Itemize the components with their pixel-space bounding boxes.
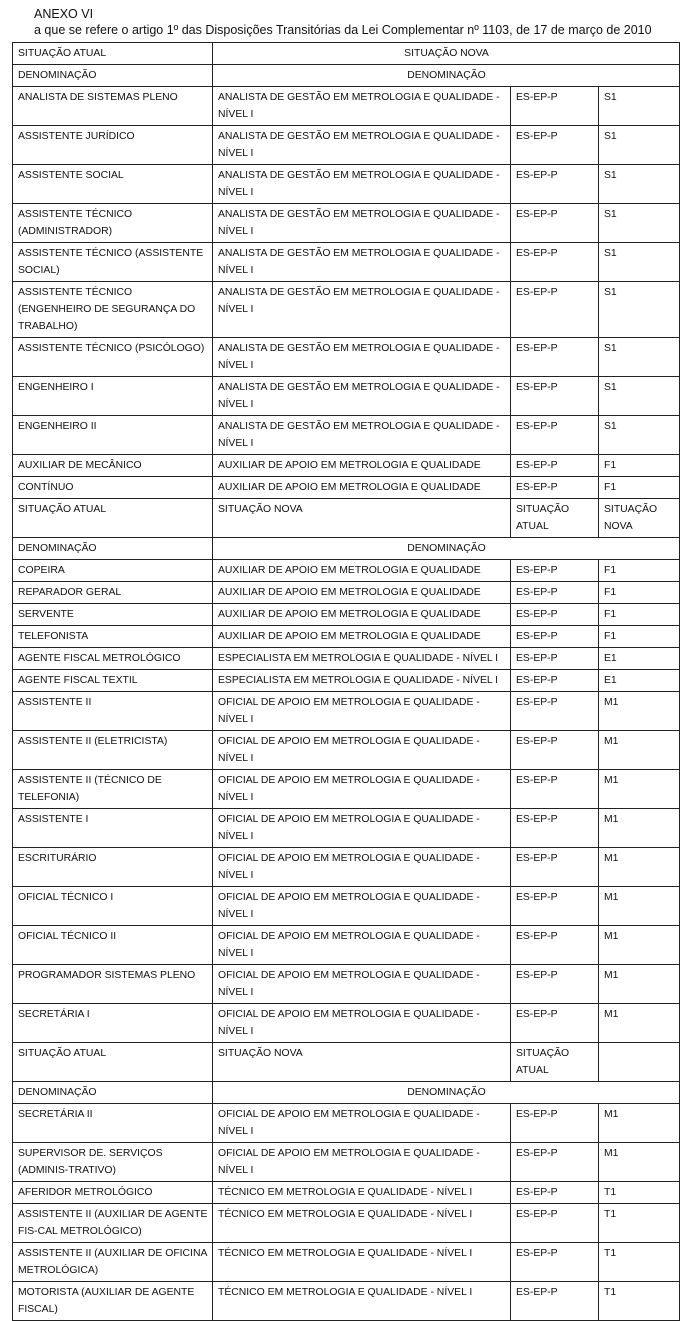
table-cell-c4: E1 [599, 670, 680, 692]
table-cell-c3: ES-EP-P [511, 582, 599, 604]
table-cell-c2: DENOMINAÇÃO [213, 538, 680, 560]
table-cell-c3: ES-EP-P [511, 731, 599, 770]
table-cell-c3: ES-EP-P [511, 887, 599, 926]
annex-table [12, 42, 680, 1321]
table-row [13, 1004, 680, 1043]
table-cell-c2: ANALISTA DE GESTÃO EM METROLOGIA E QUALIDADE - NÍVEL I [213, 416, 511, 455]
table-cell-c2: ANALISTA DE GESTÃO EM METROLOGIA E QUALIDADE - NÍVEL I [213, 165, 511, 204]
table-cell-c2: AUXILIAR DE APOIO EM METROLOGIA E QUALIDADE [213, 604, 511, 626]
table-cell-c4: S1 [599, 165, 680, 204]
table-cell-c4: S1 [599, 282, 680, 338]
table-cell-c3: ES-EP-P [511, 926, 599, 965]
table-cell-c2: OFICIAL DE APOIO EM METROLOGIA E QUALIDADE - NÍVEL I [213, 692, 511, 731]
table-cell-c4: M1 [599, 692, 680, 731]
table-cell-c3: ES-EP-P [511, 455, 599, 477]
table-cell-c1: ENGENHEIRO I [13, 377, 213, 416]
table-cell-c3: ES-EP-P [511, 1282, 599, 1321]
table-row [13, 582, 680, 604]
table-cell-c1: SITUAÇÃO ATUAL [13, 499, 213, 538]
table-cell-c2: OFICIAL DE APOIO EM METROLOGIA E QUALIDADE - NÍVEL I [213, 731, 511, 770]
table-row [13, 648, 680, 670]
table-cell-c4: F1 [599, 604, 680, 626]
table-row [13, 1143, 680, 1182]
table-cell-c1: ASSISTENTE I [13, 809, 213, 848]
table-cell-c3: ES-EP-P [511, 243, 599, 282]
table-cell-c2: ESPECIALISTA EM METROLOGIA E QUALIDADE - NÍVEL I [213, 670, 511, 692]
table-cell-c3: ES-EP-P [511, 282, 599, 338]
table-cell-c4: M1 [599, 1004, 680, 1043]
table-row [13, 243, 680, 282]
table-cell-c4: T1 [599, 1182, 680, 1204]
table-row [13, 499, 680, 538]
table-cell-c4: M1 [599, 1143, 680, 1182]
table-cell-c3: ES-EP-P [511, 416, 599, 455]
table-cell-c4: F1 [599, 582, 680, 604]
table-row [13, 455, 680, 477]
table-cell-c2: AUXILIAR DE APOIO EM METROLOGIA E QUALIDADE [213, 477, 511, 499]
table-cell-c3: ES-EP-P [511, 560, 599, 582]
table-row [13, 560, 680, 582]
table-cell-c3: ES-EP-P [511, 770, 599, 809]
table-cell-c4: S1 [599, 243, 680, 282]
table-cell-c4: F1 [599, 477, 680, 499]
table-cell-c4: M1 [599, 887, 680, 926]
table-row [13, 377, 680, 416]
table-cell-c4: F1 [599, 626, 680, 648]
table-cell-c1: SERVENTE [13, 604, 213, 626]
table-cell-c2: AUXILIAR DE APOIO EM METROLOGIA E QUALIDADE [213, 626, 511, 648]
table-cell-c4: M1 [599, 770, 680, 809]
table-row [13, 1104, 680, 1143]
table-row [13, 965, 680, 1004]
table-cell-c2: ANALISTA DE GESTÃO EM METROLOGIA E QUALIDADE - NÍVEL I [213, 282, 511, 338]
table-cell-c2: ANALISTA DE GESTÃO EM METROLOGIA E QUALIDADE - NÍVEL I [213, 338, 511, 377]
table-cell-c4: S1 [599, 126, 680, 165]
table-cell-c2: AUXILIAR DE APOIO EM METROLOGIA E QUALIDADE [213, 582, 511, 604]
table-cell-c4: F1 [599, 455, 680, 477]
table-row [13, 338, 680, 377]
table-cell-c4: M1 [599, 965, 680, 1004]
table-cell-c1: OFICIAL TÉCNICO II [13, 926, 213, 965]
table-cell-c1: DENOMINAÇÃO [13, 538, 213, 560]
table-row [13, 282, 680, 338]
table-row [13, 165, 680, 204]
table-cell-c2: ANALISTA DE GESTÃO EM METROLOGIA E QUALIDADE - NÍVEL I [213, 377, 511, 416]
table-cell-c1: REPARADOR GERAL [13, 582, 213, 604]
table-cell-c2: SITUAÇÃO NOVA [213, 499, 511, 538]
table-cell-c3: ES-EP-P [511, 126, 599, 165]
table-cell-c1: DENOMINAÇÃO [13, 65, 213, 87]
table-cell-c1: ASSISTENTE II (AUXILIAR DE OFICINA METROLÓGICA) [13, 1243, 213, 1282]
table-cell-c1: ENGENHEIRO II [13, 416, 213, 455]
table-cell-c2: OFICIAL DE APOIO EM METROLOGIA E QUALIDADE - NÍVEL I [213, 848, 511, 887]
table-cell-c3: ES-EP-P [511, 87, 599, 126]
table-cell-c2: TÉCNICO EM METROLOGIA E QUALIDADE - NÍVEL I [213, 1243, 511, 1282]
table-cell-c2: SITUAÇÃO NOVA [213, 1043, 511, 1082]
table-cell-c3: ES-EP-P [511, 1104, 599, 1143]
table-cell-c1: SITUAÇÃO ATUAL [13, 1043, 213, 1082]
table-row [13, 1204, 680, 1243]
table-row [13, 731, 680, 770]
table-row [13, 692, 680, 731]
annex-title: ANEXO VI [34, 7, 94, 21]
table-cell-c4: S1 [599, 87, 680, 126]
table-cell-c2: AUXILIAR DE APOIO EM METROLOGIA E QUALIDADE [213, 560, 511, 582]
table-cell-c1: SECRETÁRIA II [13, 1104, 213, 1143]
table-cell-c4: M1 [599, 848, 680, 887]
table-cell-c4: M1 [599, 926, 680, 965]
table-cell-c1: ESCRITURÁRIO [13, 848, 213, 887]
table-cell-c2: AUXILIAR DE APOIO EM METROLOGIA E QUALIDADE [213, 455, 511, 477]
table-cell-c2: ANALISTA DE GESTÃO EM METROLOGIA E QUALIDADE - NÍVEL I [213, 204, 511, 243]
table-row [13, 1182, 680, 1204]
table-cell-c1: ASSISTENTE TÉCNICO (ASSISTENTE SOCIAL) [13, 243, 213, 282]
table-cell-c3: ES-EP-P [511, 648, 599, 670]
table-cell-c4: M1 [599, 809, 680, 848]
table-row [13, 416, 680, 455]
table-cell-c3: ES-EP-P [511, 338, 599, 377]
table-cell-c2: OFICIAL DE APOIO EM METROLOGIA E QUALIDADE - NÍVEL I [213, 1104, 511, 1143]
table-cell-c3: ES-EP-P [511, 1143, 599, 1182]
table-cell-c2: ESPECIALISTA EM METROLOGIA E QUALIDADE - NÍVEL I [213, 648, 511, 670]
table-cell-c1: DENOMINAÇÃO [13, 1082, 213, 1104]
table-cell-c4: S1 [599, 416, 680, 455]
table-row [13, 848, 680, 887]
table-row [13, 670, 680, 692]
table-cell-c3: ES-EP-P [511, 1004, 599, 1043]
table-cell-c4: E1 [599, 648, 680, 670]
table-cell-c4: S1 [599, 338, 680, 377]
table-cell-c2: DENOMINAÇÃO [213, 65, 680, 87]
table-row [13, 809, 680, 848]
table-row [13, 204, 680, 243]
table-row [13, 1282, 680, 1321]
table-cell-c2: ANALISTA DE GESTÃO EM METROLOGIA E QUALIDADE - NÍVEL I [213, 126, 511, 165]
table-cell-c2: TÉCNICO EM METROLOGIA E QUALIDADE - NÍVEL I [213, 1182, 511, 1204]
table-cell-c4: T1 [599, 1243, 680, 1282]
table-cell-c3: SITUAÇÃO ATUAL [511, 1043, 599, 1082]
table-row [13, 887, 680, 926]
annex-subtitle: a que se refere o artigo 1º das Disposições Transitórias da Lei Complementar nº 1103, de 17 de março de 2010 [34, 23, 652, 37]
table-cell-c2: OFICIAL DE APOIO EM METROLOGIA E QUALIDADE - NÍVEL I [213, 887, 511, 926]
table-cell-c4: M1 [599, 1104, 680, 1143]
table-cell-c1: AGENTE FISCAL METROLÓGICO [13, 648, 213, 670]
table-cell-c3: SITUAÇÃO ATUAL [511, 499, 599, 538]
table-row [13, 87, 680, 126]
table-row [13, 43, 680, 65]
table-row [13, 1043, 680, 1082]
table-cell-c1: ASSISTENTE II (ELETRICISTA) [13, 731, 213, 770]
table-cell-c3: ES-EP-P [511, 1182, 599, 1204]
table-cell-c1: ASSISTENTE TÉCNICO (PSICÓLOGO) [13, 338, 213, 377]
table-cell-c1: ASSISTENTE TÉCNICO (ADMINISTRADOR) [13, 204, 213, 243]
table-row [13, 1243, 680, 1282]
table-cell-c1: ASSISTENTE II (TÉCNICO DE TELEFONIA) [13, 770, 213, 809]
table-cell-c2: TÉCNICO EM METROLOGIA E QUALIDADE - NÍVEL I [213, 1282, 511, 1321]
table-row [13, 126, 680, 165]
table-cell-c1: MOTORISTA (AUXILIAR DE AGENTE FISCAL) [13, 1282, 213, 1321]
table-cell-c3: ES-EP-P [511, 848, 599, 887]
table-cell-c3: ES-EP-P [511, 670, 599, 692]
table-cell-c2: ANALISTA DE GESTÃO EM METROLOGIA E QUALIDADE - NÍVEL I [213, 243, 511, 282]
table-cell-c1: SECRETÁRIA I [13, 1004, 213, 1043]
table-cell-c4: T1 [599, 1204, 680, 1243]
table-cell-c4: SITUAÇÃO NOVA [599, 499, 680, 538]
annex-table-body [13, 43, 680, 1321]
table-cell-c2: OFICIAL DE APOIO EM METROLOGIA E QUALIDADE - NÍVEL I [213, 926, 511, 965]
table-cell-c1: ASSISTENTE SOCIAL [13, 165, 213, 204]
table-cell-c1: PROGRAMADOR SISTEMAS PLENO [13, 965, 213, 1004]
table-cell-c4: T1 [599, 1282, 680, 1321]
table-cell-c3: ES-EP-P [511, 1204, 599, 1243]
table-cell-c3: ES-EP-P [511, 165, 599, 204]
table-cell-c3: ES-EP-P [511, 809, 599, 848]
table-cell-c1: ASSISTENTE TÉCNICO (ENGENHEIRO DE SEGURANÇA DO TRABALHO) [13, 282, 213, 338]
table-cell-c2: DENOMINAÇÃO [213, 1082, 680, 1104]
table-cell-c1: ASSISTENTE II (AUXILIAR DE AGENTE FIS-CAL METROLÓGICO) [13, 1204, 213, 1243]
table-cell-c3: ES-EP-P [511, 604, 599, 626]
table-cell-c4: S1 [599, 377, 680, 416]
table-cell-c1: SITUAÇÃO ATUAL [13, 43, 213, 65]
table-cell-c2: ANALISTA DE GESTÃO EM METROLOGIA E QUALIDADE - NÍVEL I [213, 87, 511, 126]
table-cell-c1: CONTÍNUO [13, 477, 213, 499]
table-cell-c2: OFICIAL DE APOIO EM METROLOGIA E QUALIDADE - NÍVEL I [213, 809, 511, 848]
table-cell-c3: ES-EP-P [511, 377, 599, 416]
table-cell-c1: SUPERVISOR DE. SERVIÇOS (ADMINIS-TRATIVO) [13, 1143, 213, 1182]
table-cell-c1: TELEFONISTA [13, 626, 213, 648]
table-cell-c1: ANALISTA DE SISTEMAS PLENO [13, 87, 213, 126]
table-cell-c3: ES-EP-P [511, 965, 599, 1004]
table-cell-c2: SITUAÇÃO NOVA [213, 43, 680, 65]
table-row [13, 477, 680, 499]
table-cell-c3: ES-EP-P [511, 626, 599, 648]
table-cell-c4 [599, 1043, 680, 1082]
table-cell-c1: AGENTE FISCAL TEXTIL [13, 670, 213, 692]
table-row [13, 626, 680, 648]
table-cell-c2: OFICIAL DE APOIO EM METROLOGIA E QUALIDADE - NÍVEL I [213, 770, 511, 809]
table-row [13, 770, 680, 809]
table-row [13, 1082, 680, 1104]
table-cell-c1: AFERIDOR METROLÓGICO [13, 1182, 213, 1204]
table-cell-c1: COPEIRA [13, 560, 213, 582]
table-cell-c4: F1 [599, 560, 680, 582]
table-cell-c3: ES-EP-P [511, 1243, 599, 1282]
table-cell-c2: OFICIAL DE APOIO EM METROLOGIA E QUALIDADE - NÍVEL I [213, 1004, 511, 1043]
table-cell-c1: AUXILIAR DE MECÂNICO [13, 455, 213, 477]
table-cell-c3: ES-EP-P [511, 692, 599, 731]
table-row [13, 538, 680, 560]
table-cell-c3: ES-EP-P [511, 477, 599, 499]
table-cell-c2: OFICIAL DE APOIO EM METROLOGIA E QUALIDADE - NÍVEL I [213, 965, 511, 1004]
table-row [13, 926, 680, 965]
table-cell-c4: M1 [599, 731, 680, 770]
table-row [13, 65, 680, 87]
table-row [13, 604, 680, 626]
table-cell-c2: TÉCNICO EM METROLOGIA E QUALIDADE - NÍVEL I [213, 1204, 511, 1243]
table-cell-c4: S1 [599, 204, 680, 243]
table-cell-c1: OFICIAL TÉCNICO I [13, 887, 213, 926]
table-cell-c1: ASSISTENTE II [13, 692, 213, 731]
table-cell-c1: ASSISTENTE JURÍDICO [13, 126, 213, 165]
table-cell-c3: ES-EP-P [511, 204, 599, 243]
table-cell-c2: OFICIAL DE APOIO EM METROLOGIA E QUALIDADE - NÍVEL I [213, 1143, 511, 1182]
